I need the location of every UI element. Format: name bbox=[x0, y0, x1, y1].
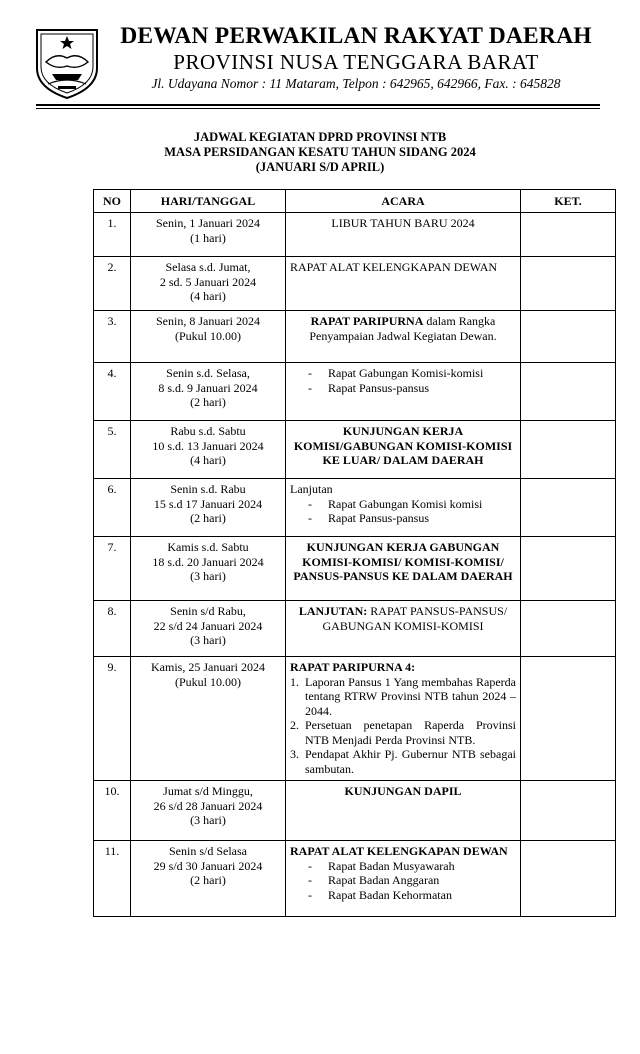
day-line: Senin s.d. Rabu bbox=[170, 482, 246, 496]
table-row bbox=[94, 841, 616, 917]
row-acara bbox=[286, 841, 521, 917]
row-acara: LIBUR TAHUN BARU 2024 bbox=[286, 213, 521, 257]
acara-lead: RAPAT ALAT KELENGKAPAN DEWAN bbox=[290, 844, 508, 858]
row-acara bbox=[286, 601, 521, 657]
list-text: Pendapat Akhir Pj. Gubernur NTB sebagai sambutan. bbox=[305, 747, 516, 776]
table-row bbox=[94, 363, 616, 421]
row-ket bbox=[521, 311, 616, 363]
day-line: Rabu s.d. Sabtu bbox=[170, 424, 246, 438]
list-item bbox=[290, 718, 516, 747]
address-line: Jl. Udayana Nomor : 11 Mataram, Telpon : 642965, 642966, Fax. : 645828 bbox=[151, 76, 561, 91]
day-line: Senin s/d Selasa bbox=[169, 844, 247, 858]
table-row bbox=[94, 213, 616, 257]
row-day bbox=[131, 421, 286, 479]
row-no: 10. bbox=[94, 781, 131, 841]
acara-rest: RAPAT PANSUS-PANSUS/ GABUNGAN KOMISI-KOMISI bbox=[322, 604, 508, 633]
row-ket bbox=[521, 657, 616, 781]
row-acara: KUNJUNGAN DAPIL bbox=[286, 781, 521, 841]
day-line: Senin, 8 Januari 2024 bbox=[156, 314, 260, 328]
day-line: Kamis s.d. Sabtu bbox=[167, 540, 249, 554]
row-day bbox=[131, 311, 286, 363]
list-item: - Rapat Gabungan Komisi komisi bbox=[308, 497, 516, 512]
acara-lead: Lanjutan bbox=[290, 482, 333, 496]
row-day bbox=[131, 657, 286, 781]
list-item: - Rapat Gabungan Komisi-komisi bbox=[308, 366, 516, 381]
list-item bbox=[290, 747, 516, 776]
table-header-row bbox=[94, 190, 616, 213]
row-day bbox=[131, 257, 286, 311]
day-line: 22 s/d 24 Januari 2024 bbox=[153, 618, 263, 633]
row-day bbox=[131, 781, 286, 841]
day-line: (2 hari) bbox=[190, 395, 226, 409]
row-no: 9. bbox=[94, 657, 131, 781]
day-line: 10 s.d. 13 Januari 2024 bbox=[152, 438, 264, 453]
day-line: 29 s/d 30 Januari 2024 bbox=[153, 858, 263, 873]
day-line: Selasa s.d. Jumat, bbox=[165, 260, 251, 274]
table-row bbox=[94, 657, 616, 781]
row-no: 3. bbox=[94, 311, 131, 363]
list-item: - Rapat Badan Musyawarah bbox=[308, 859, 516, 874]
day-line: (3 hari) bbox=[190, 569, 226, 583]
list-number: 3. bbox=[290, 747, 299, 761]
row-ket bbox=[521, 601, 616, 657]
list-item bbox=[290, 675, 516, 719]
day-line: Senin s.d. Selasa, bbox=[166, 366, 250, 380]
row-acara bbox=[286, 363, 521, 421]
list-item: - Rapat Pansus-pansus bbox=[308, 511, 516, 526]
day-line: (Pukul 10.00) bbox=[175, 328, 241, 343]
day-line: 2 sd. 5 Januari 2024 bbox=[159, 274, 257, 289]
list-text: Persetuan penetapan Raperda Provinsi NTB Menjadi Perda Provinsi NTB. bbox=[305, 718, 516, 747]
table-row bbox=[94, 311, 616, 363]
table-row bbox=[94, 781, 616, 841]
header-day: HARI/TANGGAL bbox=[131, 190, 286, 213]
day-line: 26 s/d 28 Januari 2024 bbox=[153, 798, 263, 813]
row-acara bbox=[286, 311, 521, 363]
acara-bold: RAPAT PARIPURNA bbox=[310, 314, 424, 328]
row-no: 7. bbox=[94, 537, 131, 601]
acara-numbered-list bbox=[290, 675, 516, 777]
row-ket bbox=[521, 479, 616, 537]
row-ket bbox=[521, 537, 616, 601]
row-ket bbox=[521, 363, 616, 421]
list-item: - Rapat Badan Anggaran bbox=[308, 873, 516, 888]
day-line: 8 s.d. 9 Januari 2024 bbox=[158, 380, 258, 395]
row-no: 8. bbox=[94, 601, 131, 657]
day-line: (2 hari) bbox=[190, 511, 226, 525]
row-acara: RAPAT ALAT KELENGKAPAN DEWAN bbox=[286, 257, 521, 311]
row-ket bbox=[521, 841, 616, 917]
day-line: Kamis, 25 Januari 2024 bbox=[151, 660, 265, 674]
table-row bbox=[94, 257, 616, 311]
list-item: - Rapat Badan Kehormatan bbox=[308, 888, 516, 903]
row-day bbox=[131, 841, 286, 917]
acara-lead: RAPAT PARIPURNA 4: bbox=[290, 660, 416, 674]
row-no: 11. bbox=[94, 841, 131, 917]
day-line: 15 s.d 17 Januari 2024 bbox=[153, 496, 263, 511]
row-acara bbox=[286, 657, 521, 781]
row-day bbox=[131, 537, 286, 601]
list-number: 2. bbox=[290, 718, 299, 732]
provincial-emblem-icon bbox=[34, 24, 100, 100]
list-item: - Rapat Pansus-pansus bbox=[308, 381, 516, 396]
letterhead-rule-thick bbox=[36, 104, 600, 106]
province-name: PROVINSI NUSA TENGGARA BARAT bbox=[173, 50, 539, 74]
title-line-2: MASA PERSIDANGAN KESATU TAHUN SIDANG 2024 bbox=[164, 145, 476, 159]
letterhead-rule-thin bbox=[36, 108, 600, 109]
document-title bbox=[90, 130, 550, 175]
acara-bold: LANJUTAN: bbox=[298, 604, 368, 618]
day-line: 18 s.d. 20 Januari 2024 bbox=[152, 554, 264, 569]
row-no: 5. bbox=[94, 421, 131, 479]
table-row bbox=[94, 479, 616, 537]
acara-list bbox=[290, 859, 516, 903]
organization-name: DEWAN PERWAKILAN RAKYAT DAERAH bbox=[120, 23, 592, 49]
table-row bbox=[94, 537, 616, 601]
day-line: Senin, 1 Januari 2024 bbox=[156, 216, 260, 230]
acara-list bbox=[290, 366, 516, 395]
row-day bbox=[131, 479, 286, 537]
row-ket bbox=[521, 213, 616, 257]
day-line: Senin s/d Rabu, bbox=[170, 604, 246, 618]
list-number: 1. bbox=[290, 674, 299, 689]
day-line: Jumat s/d Minggu, bbox=[163, 784, 253, 798]
row-acara bbox=[286, 479, 521, 537]
day-line: (3 hari) bbox=[190, 813, 226, 827]
row-no: 4. bbox=[94, 363, 131, 421]
acara-rest: dalam Rangka Penyampaian Jadwal Kegiatan Dewan. bbox=[309, 314, 497, 343]
header-no: NO bbox=[94, 190, 131, 213]
day-line: (Pukul 10.00) bbox=[175, 674, 241, 689]
row-day bbox=[131, 601, 286, 657]
day-line: (4 hari) bbox=[190, 453, 226, 467]
row-ket bbox=[521, 781, 616, 841]
list-text: Laporan Pansus 1 Yang membahas Raperda tentang RTRW Provinsi NTB tahun 2024 – 2044. bbox=[305, 674, 516, 718]
row-acara: KUNJUNGAN KERJA KOMISI/GABUNGAN KOMISI-KOMISI KE LUAR/ DALAM DAERAH bbox=[286, 421, 521, 479]
row-no: 1. bbox=[94, 213, 131, 257]
row-day bbox=[131, 363, 286, 421]
acara-list bbox=[290, 497, 516, 526]
header-ket: KET. bbox=[521, 190, 616, 213]
schedule-table bbox=[93, 189, 616, 917]
day-line: (1 hari) bbox=[190, 230, 226, 245]
day-line: (3 hari) bbox=[190, 633, 226, 647]
letterhead bbox=[34, 22, 600, 100]
row-ket bbox=[521, 421, 616, 479]
table-row bbox=[94, 421, 616, 479]
row-ket bbox=[521, 257, 616, 311]
row-no: 6. bbox=[94, 479, 131, 537]
row-acara: KUNJUNGAN KERJA GABUNGAN KOMISI-KOMISI/ KOMISI-KOMISI/ PANSUS-PANSUS KE DALAM DAERAH bbox=[286, 537, 521, 601]
day-line: (2 hari) bbox=[190, 873, 226, 887]
day-line: (4 hari) bbox=[190, 289, 226, 303]
header-acara: ACARA bbox=[286, 190, 521, 213]
title-line-3: (JANUARI S/D APRIL) bbox=[255, 160, 385, 174]
row-day bbox=[131, 213, 286, 257]
title-line-1: JADWAL KEGIATAN DPRD PROVINSI NTB bbox=[193, 130, 447, 144]
row-no: 2. bbox=[94, 257, 131, 311]
table-row bbox=[94, 601, 616, 657]
